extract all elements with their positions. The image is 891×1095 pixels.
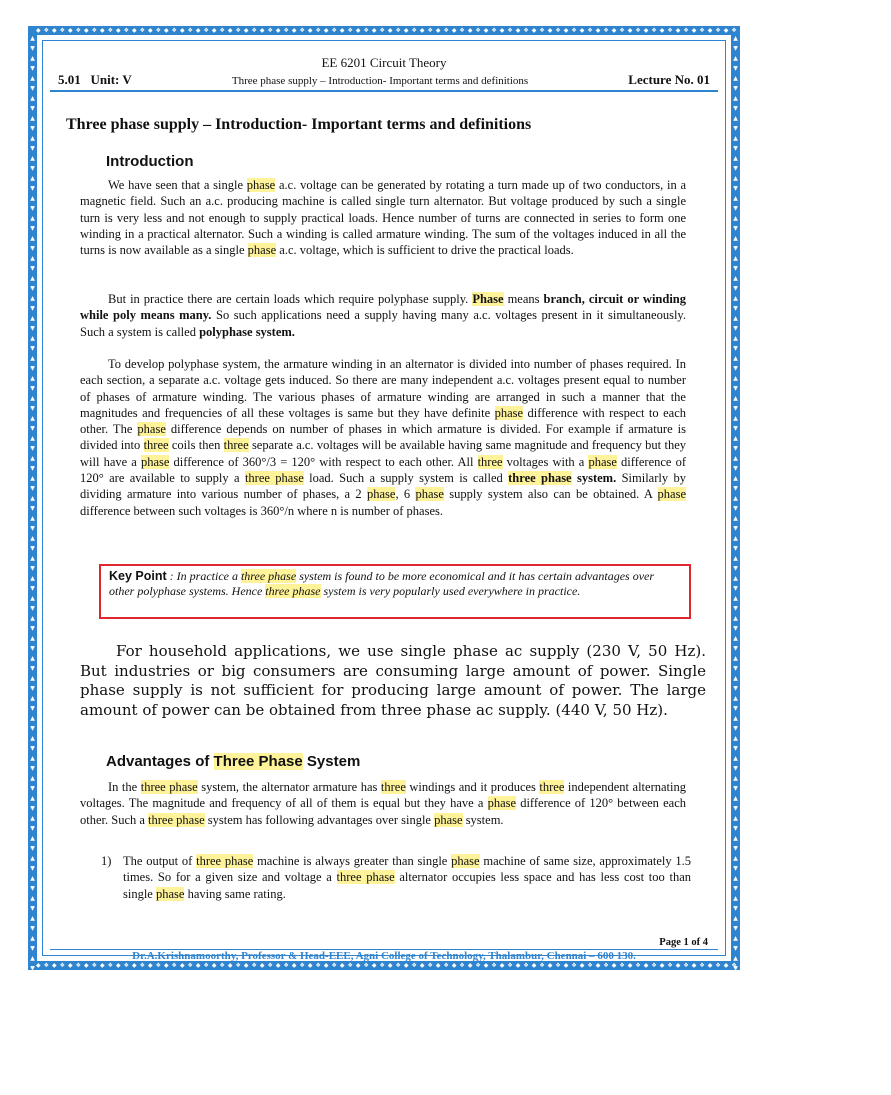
- key-point-text: [109, 569, 654, 598]
- text-run: system has following advantages over single: [204, 812, 435, 827]
- header-topic: Three phase supply – Introduction- Important terms and definitions: [231, 75, 529, 87]
- highlighted-term: three phase: [508, 471, 572, 486]
- highlighted-term: phase: [246, 178, 276, 192]
- text-run: supply system also can be obtained. A: [443, 487, 658, 502]
- lecture-number: Lecture No. 01: [628, 72, 710, 87]
- highlighted-term: phase: [588, 454, 617, 469]
- text-run: voltages with a: [502, 454, 589, 469]
- highlighted-term: three: [143, 438, 169, 453]
- text-run: To develop polyphase system, the armature winding in an alternator is divided into number of phases required. In each section, a separate a.c. voltage gets induced. So there are many independent a.c. voltages present equal to number of phases of armature winding. The various phases of armature winding are arranged in such a manner that the magnitudes and frequencies of all these voltages is same but they have definite: [80, 357, 686, 420]
- highlighted-term: phase: [415, 487, 444, 502]
- text-run: Similarly by dividing armature into various number of phases, a 2: [80, 471, 686, 502]
- advantages-heading-highlight: Three Phase: [213, 753, 303, 770]
- course-title: EE 6201 Circuit Theory: [321, 55, 447, 70]
- household-paragraph: [80, 642, 706, 720]
- text-run: difference between such voltages is 360°/n where n is number of phases.: [80, 503, 443, 518]
- highlighted-term: phase: [366, 487, 396, 502]
- introduction-paragraph-1: [80, 177, 686, 258]
- text-run: , 6: [395, 487, 416, 502]
- list-item: [123, 853, 691, 902]
- text-run: load. Such a supply system is called: [303, 471, 509, 486]
- list-item-number: 1): [101, 854, 112, 868]
- text-run: system is very popularly used everywhere in practice.: [320, 584, 581, 598]
- text-run: difference of 120° between each other. Such a: [80, 796, 686, 827]
- border-ornament-left: ▲▼▲▼▲▼▲▼▲▼▲▼▲▼▲▼▲▼▲▼▲▼▲▼▲▼▲▼▲▼▲▼▲▼▲▼▲▼▲▼▲▼▲▼▲▼▲▼▲▼▲▼▲▼▲▼▲▼▲▼▲▼▲▼▲▼▲▼▲▼▲▼▲▼▲▼▲▼▲▼▲▼▲▼▲▼▲▼▲▼▲▼▲▼▲▼▲▼▲▼▲▼▲▼▲▼: [29, 35, 36, 1095]
- text-run: polyphase system.: [199, 324, 295, 339]
- highlighted-term: phase: [494, 405, 524, 420]
- highlighted-term: Phase: [472, 292, 504, 306]
- text-run: difference with respect to each other. The: [80, 405, 686, 437]
- highlighted-term: three phase: [148, 812, 205, 827]
- header-row: [58, 72, 710, 88]
- advantages-heading-pre: Advantages of: [106, 753, 214, 770]
- highlighted-term: phase: [137, 422, 166, 437]
- highlighted-term: three phase: [265, 584, 321, 598]
- text-run: independent alternating voltages. The magnitude and frequency of all of them is equal but they have a: [80, 780, 686, 811]
- border-ornament-top: ◆❖◆❖◆❖◆❖◆❖◆❖◆❖◆❖◆❖◆❖◆❖◆❖◆❖◆❖◆❖◆❖◆❖◆❖◆❖◆❖◆❖◆❖◆❖◆❖◆❖◆❖◆❖◆❖◆❖◆❖◆❖◆❖◆❖◆❖◆❖◆❖◆❖◆❖◆❖◆❖◆❖◆❖◆❖◆❖◆❖◆❖◆❖◆❖◆❖◆❖◆❖◆❖◆: [36, 27, 876, 34]
- border-ornament-bottom: ◆❖◆❖◆❖◆❖◆❖◆❖◆❖◆❖◆❖◆❖◆❖◆❖◆❖◆❖◆❖◆❖◆❖◆❖◆❖◆❖◆❖◆❖◆❖◆❖◆❖◆❖◆❖◆❖◆❖◆❖◆❖◆❖◆❖◆❖◆❖◆❖◆❖◆❖◆❖◆❖◆❖◆❖◆❖◆❖◆❖◆❖◆❖◆❖◆❖◆❖◆❖◆❖◆❖◆: [36, 962, 891, 969]
- highlighted-term: phase: [451, 854, 480, 868]
- text-run: The output of: [123, 854, 197, 868]
- text-run: alternator occupies less space and has less cost too than single: [123, 870, 691, 901]
- footer-author: Dr.A.Krishnamoorthy, Professor & Head-EEE, Agni College of Technology, Thalambur, Chennai – 600 130.: [132, 950, 636, 962]
- highlighted-term: three phase: [244, 471, 304, 486]
- highlighted-term: three phase: [240, 569, 297, 583]
- text-run: In the: [108, 780, 141, 794]
- advantages-list: [101, 853, 691, 902]
- border-ornament-right: ▲▼▲▼▲▼▲▼▲▼▲▼▲▼▲▼▲▼▲▼▲▼▲▼▲▼▲▼▲▼▲▼▲▼▲▼▲▼▲▼▲▼▲▼▲▼▲▼▲▼▲▼▲▼▲▼▲▼▲▼▲▼▲▼▲▼▲▼▲▼▲▼▲▼▲▼▲▼▲▼▲▼▲▼▲▼▲▼▲▼▲▼▲▼▲▼▲▼▲▼▲▼▲▼▲▼: [732, 35, 739, 1095]
- text-run: separate a.c. voltages will be available having same magnitude and frequency but they will have a: [80, 438, 686, 469]
- text-run: system, the alternator armature has: [197, 780, 381, 794]
- introduction-heading: Introduction: [106, 153, 194, 170]
- highlighted-term: three: [539, 780, 565, 794]
- household-text: For household applications, we use single phase ac supply (230 V, 50 Hz). But industries or big consumers are consuming large amount of power. Single phase supply is not sufficient for producing large amount of power. The large amount of power can be obtained from three phase ac supply. (440 V, 50 Hz).: [80, 642, 706, 719]
- text-run: difference of 120° are available to supply a: [80, 454, 687, 486]
- text-run: But in practice there are certain loads which require polyphase supply.: [108, 292, 473, 306]
- highlighted-term: phase: [140, 454, 170, 469]
- text-run: difference of 360°/3 = 120° with respect to each other. All: [169, 454, 478, 469]
- text-run: windings and it produces: [405, 780, 540, 794]
- text-run: We have seen that a single: [108, 178, 247, 192]
- introduction-paragraph-2: [80, 291, 686, 340]
- page-number: Page 1 of 4: [659, 937, 708, 948]
- text-run: a.c. voltage, which is sufficient to drive the practical loads.: [276, 243, 574, 258]
- header-divider: [50, 90, 718, 92]
- key-point-box: [99, 564, 691, 619]
- highlighted-term: three: [380, 780, 406, 794]
- unit-label: 5.01 Unit: V: [58, 72, 132, 87]
- highlighted-term: phase: [434, 812, 463, 827]
- highlighted-term: three phase: [196, 854, 254, 868]
- text-run: : In practice a: [166, 569, 241, 583]
- text-run: having same rating.: [184, 886, 286, 901]
- advantages-intro: [80, 779, 686, 828]
- text-run: coils then: [168, 438, 224, 453]
- highlighted-term: three: [477, 454, 503, 469]
- text-run: system.: [462, 812, 504, 827]
- highlighted-term: phase: [657, 487, 687, 502]
- text-run: So such applications need a supply having many a.c. voltages present in it simultaneously. Such a system is called: [80, 308, 686, 339]
- text-run: machine is always greater than single: [253, 854, 452, 868]
- introduction-paragraph-3: [80, 356, 686, 519]
- text-run: machine of same size, approximately 1.5 times. So for a given size and voltage a: [123, 854, 691, 885]
- key-point-label: Key Point: [109, 569, 167, 583]
- text-run: means: [503, 292, 544, 306]
- highlighted-term: phase: [247, 243, 277, 258]
- advantages-heading-post: System: [302, 753, 361, 770]
- text-run: a.c. voltage can be generated by rotating a turn made up of two conductors, in a magnetic field. Such an a.c. producing machine is called single turn alternator. But voltage produced by such a single turn is very less and not enough to supply practical loads. Hence number of turns are connected in series to form one winding in a practical alternator. Such a winding is called armature winding. The sum of the voltages induced in all the turns is now available as a single: [80, 178, 686, 258]
- text-run: branch, circuit or winding while poly means many.: [80, 292, 686, 323]
- highlighted-term: three phase: [336, 870, 395, 885]
- text-run: system is found to be more economical and it has certain advantages over other polyphase systems. Hence: [109, 569, 655, 598]
- text-run: system.: [571, 471, 617, 486]
- advantages-heading: [106, 753, 360, 770]
- text-run: difference depends on number of phases in which armature is divided. For example if armature is divided into: [80, 422, 687, 453]
- page-title: Three phase supply – Introduction- Important terms and definitions: [66, 116, 532, 133]
- highlighted-term: three phase: [140, 780, 198, 794]
- highlighted-term: phase: [487, 796, 517, 811]
- highlighted-term: three: [223, 438, 249, 453]
- highlighted-term: phase: [155, 886, 185, 901]
